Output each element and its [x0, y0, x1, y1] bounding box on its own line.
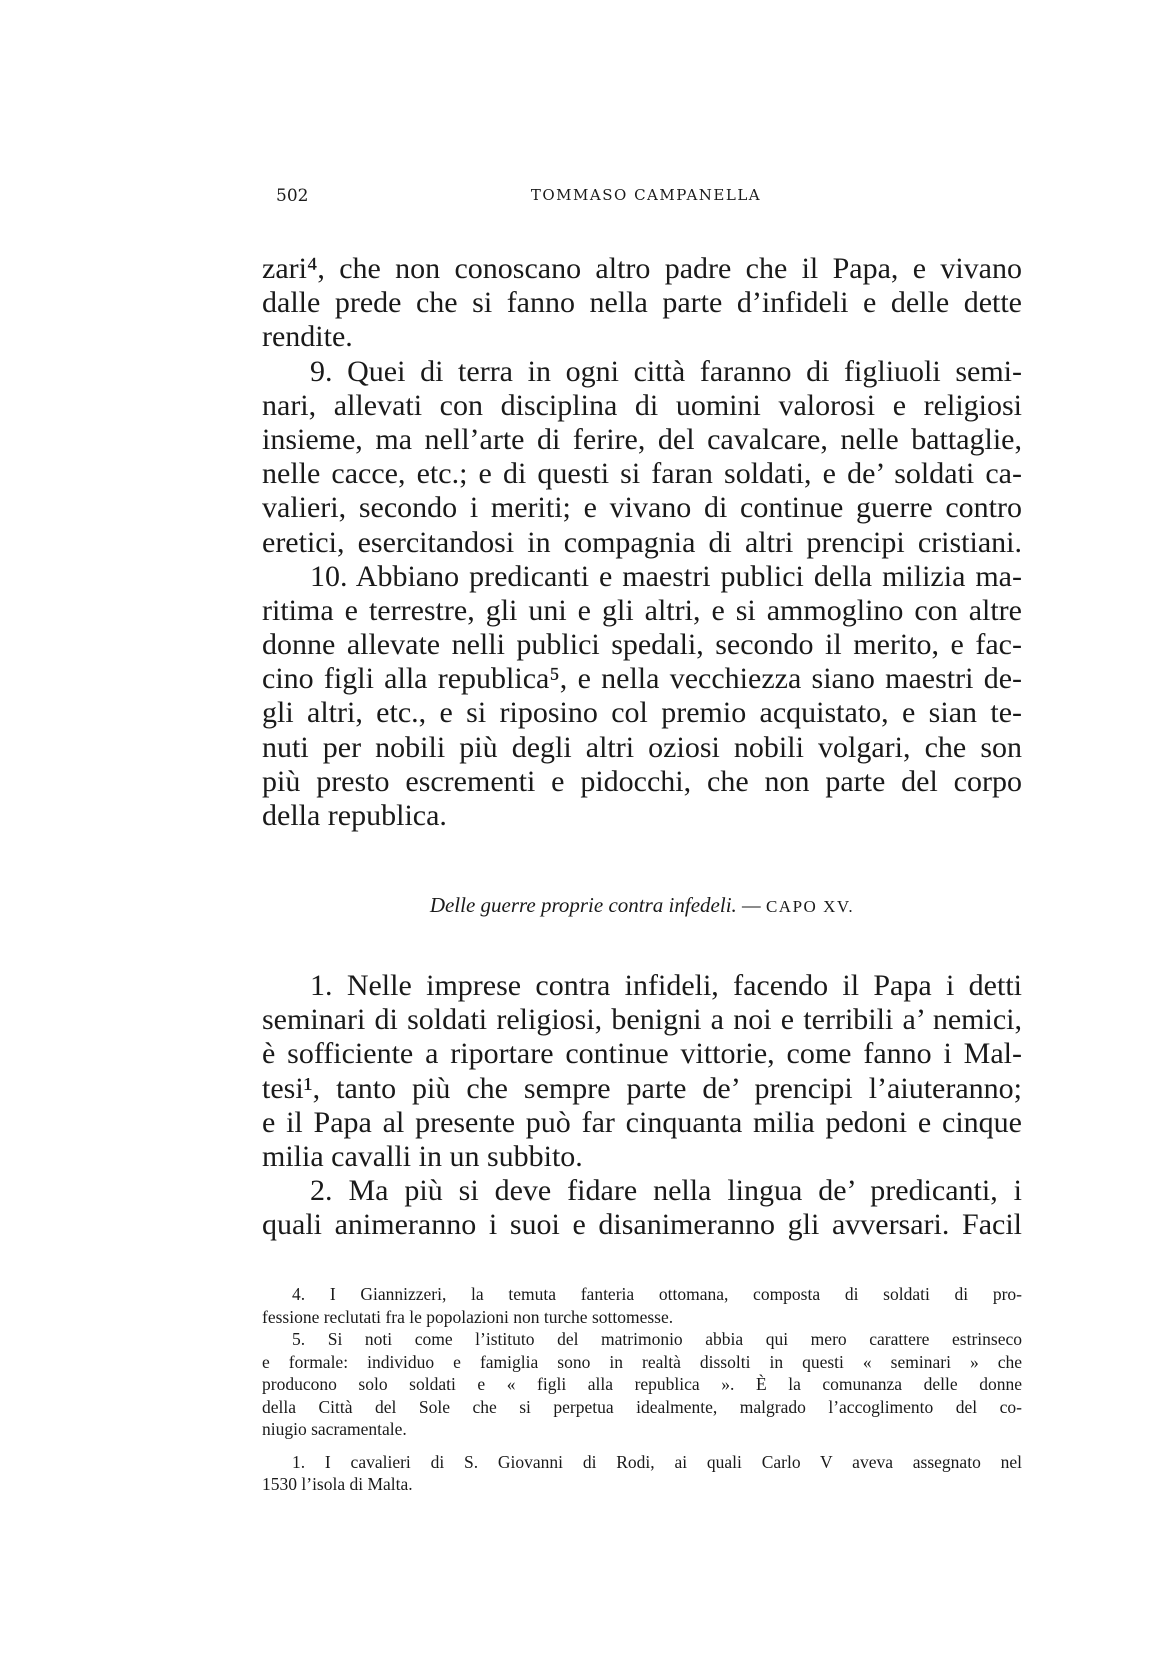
footnote-line: 1. I cavalieri di S. Giovanni di Rodi, ai quali Carlo V aveva assegnato nel — [292, 1451, 1022, 1472]
footnote-line: 1530 l’isola di Malta. — [262, 1474, 413, 1494]
footnotes — [262, 1283, 1022, 1496]
text-line: 1. Nelle imprese contra infideli, facendo il Papa i detti — [310, 969, 1022, 1002]
footnote-line: fessione reclutati fra le popolazioni non turche sottomesse. — [262, 1306, 674, 1327]
footnote-line: producono solo soldati e « figli alla republica ». È la comunanza delle donne — [262, 1374, 1022, 1394]
text-line: tesi¹, tanto più che sempre parte de’ prencipi l’aiuteranno; — [262, 1071, 1022, 1105]
text-line: nuti per nobili più degli altri oziosi nobili volgari, che son — [262, 730, 1022, 764]
text-line: valieri, secondo i meriti; e vivano di continue guerre contro — [262, 491, 1022, 525]
text-line: dalle prede che si fanno nella parte d’infideli e delle dette — [262, 286, 1022, 320]
footnote-line: della Città del Sole che si perpetua idealmente, malgrado l’accoglimento del co- — [262, 1396, 1022, 1417]
text-line: cino figli alla republica⁵, e nella vecchiezza siano maestri de- — [262, 662, 1022, 696]
chapter-title: Delle guerre proprie contra infedeli. — [429, 893, 737, 917]
running-title: TOMMASO CAMPANELLA — [530, 186, 762, 204]
text-line: della republica. — [262, 799, 447, 832]
footnote-line: e formale: individuo e famiglia sono in realtà dissolti in questi « seminari » che — [262, 1351, 1022, 1372]
text-line: 9. Quei di terra in ogni città faranno di figliuoli semi- — [310, 354, 1022, 388]
text-line: ritima e terrestre, gli uni e gli altri, e si ammoglino con altre — [262, 593, 1022, 627]
text-line: eretici, esercitandosi in compagnia di altri prencipi cristiani. — [262, 525, 1022, 559]
chapter-number: CAPO XV. — [765, 897, 855, 916]
running-head — [276, 186, 1016, 212]
text-line: e il Papa al presente può far cinquanta milia pedoni e cinque — [262, 1105, 1022, 1139]
text-line: 10. Abbiano predicanti e maestri publici della milizia ma- — [310, 559, 1022, 593]
text-line: rendite. — [262, 320, 353, 354]
text-line: gli altri, etc., e si riposino col premio acquistato, e sian te- — [262, 696, 1022, 730]
text-line: nelle cacce, etc.; e di questi si faran soldati, e de’ soldati ca- — [262, 457, 1022, 491]
text-line: 2. Ma più si deve fidare nella lingua de’ predicanti, i — [310, 1174, 1022, 1208]
text-line: più presto escrementi e pidocchi, che non parte del corpo — [262, 764, 1022, 798]
page-number: 502 — [276, 186, 309, 206]
heading-dash: — — [736, 893, 766, 917]
footnote-line: niugio sacramentale. — [262, 1419, 407, 1439]
text-line: è sofficiente a riportare continue vittorie, come fanno i Mal- — [262, 1037, 1022, 1071]
footnote-line: 4. I Giannizzeri, la temuta fanteria ottomana, composta di soldati di pro- — [292, 1284, 1022, 1304]
text-line: nari, allevati con disciplina di uomini valorosi e religiosi — [262, 388, 1022, 422]
text-line: milia cavalli in un subbito. — [262, 1139, 583, 1173]
body-text-top — [262, 252, 1022, 833]
text-line: zari⁴, che non conoscano altro padre che il Papa, e vivano — [262, 252, 1022, 285]
text-line: donne allevate nelli publici spedali, secondo il merito, e fac- — [262, 628, 1022, 662]
text-line: seminari di soldati religiosi, benigni a noi e terribili a’ nemici, — [262, 1003, 1022, 1037]
text-line: quali animeranno i suoi e disanimeranno gli avversari. Facil — [262, 1208, 1022, 1242]
body-text-chapter — [262, 969, 1022, 1243]
chapter-heading — [262, 893, 1022, 918]
footnote-line: 5. Si noti come l’istituto del matrimonio abbia qui mero carattere estrinseco — [292, 1329, 1022, 1349]
footnote-separator — [262, 1441, 1022, 1451]
text-line: insieme, ma nell’arte di ferire, del cavalcare, nelle battaglie, — [262, 422, 1022, 456]
